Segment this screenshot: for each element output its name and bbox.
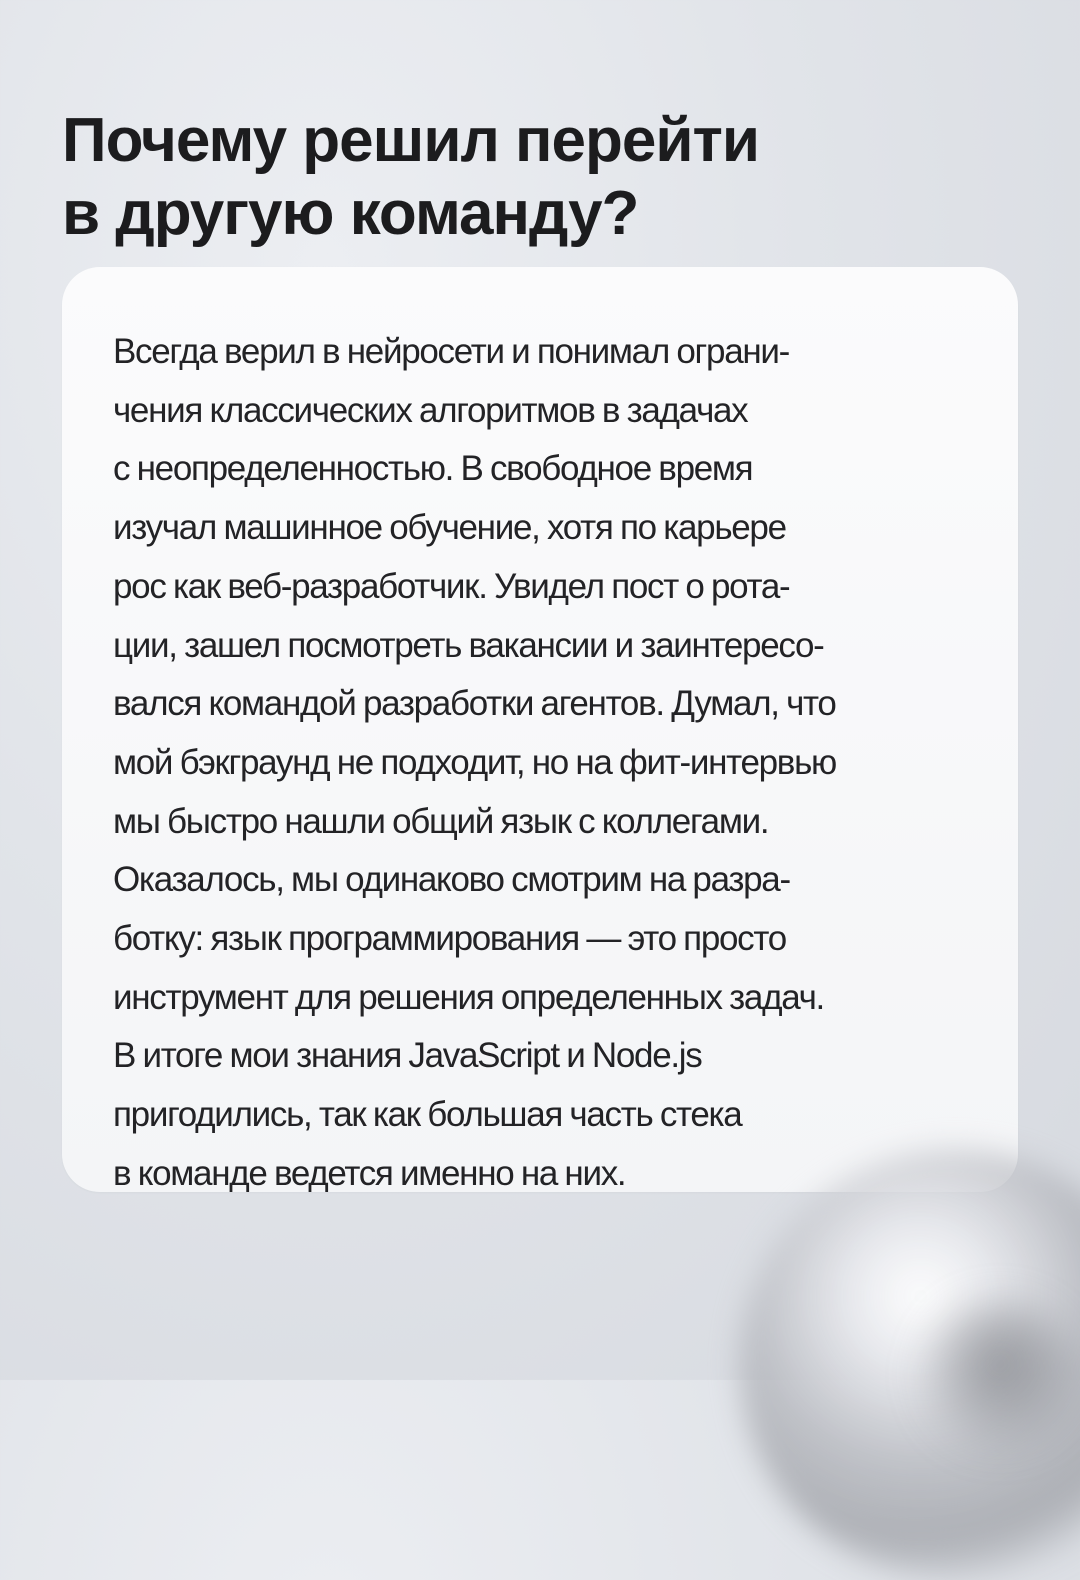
paragraph-line: с неопределенностью. В свободное время xyxy=(113,449,753,489)
title-line: в другую команду? xyxy=(62,179,639,248)
paragraph-line: в команде ведется именно на них. xyxy=(113,1153,626,1193)
paragraph-line: изучал машинное обучение, хотя по карьере xyxy=(113,508,786,548)
card-paragraph xyxy=(113,323,993,1204)
title-line: Почему решил перейти xyxy=(62,106,759,175)
page-title xyxy=(62,104,962,250)
paragraph-line: мой бэкграунд не подходит, но на фит-интервью xyxy=(113,742,836,782)
paragraph-line: Оказалось, мы одинаково смотрим на разра- xyxy=(113,860,790,900)
paragraph-line: инструмент для решения определенных задач. xyxy=(113,977,824,1017)
paragraph-line: В итоге мои знания JavaScript и Node.js xyxy=(113,1036,702,1076)
paragraph-line: мы быстро нашли общий язык с коллегами. xyxy=(113,801,769,841)
paragraph-line: вался командой разработки агентов. Думал, что xyxy=(113,684,836,724)
paragraph-line: Всегда верил в нейросети и понимал ограни- xyxy=(113,332,789,371)
text-card xyxy=(62,267,1018,1192)
paragraph-line: ции, зашел посмотреть вакансии и заинтересо- xyxy=(113,625,824,665)
decorative-shadow xyxy=(920,1300,1080,1460)
decorative-sphere xyxy=(740,1150,1080,1580)
paragraph-line: пригодились, так как большая часть стека xyxy=(113,1095,742,1135)
paragraph-line: ботку: язык программирования — это просто xyxy=(113,919,786,959)
paragraph-line: рос как веб-разработчик. Увидел пост о рота- xyxy=(113,566,790,606)
paragraph-line: чения классических алгоритмов в задачах xyxy=(113,390,748,430)
